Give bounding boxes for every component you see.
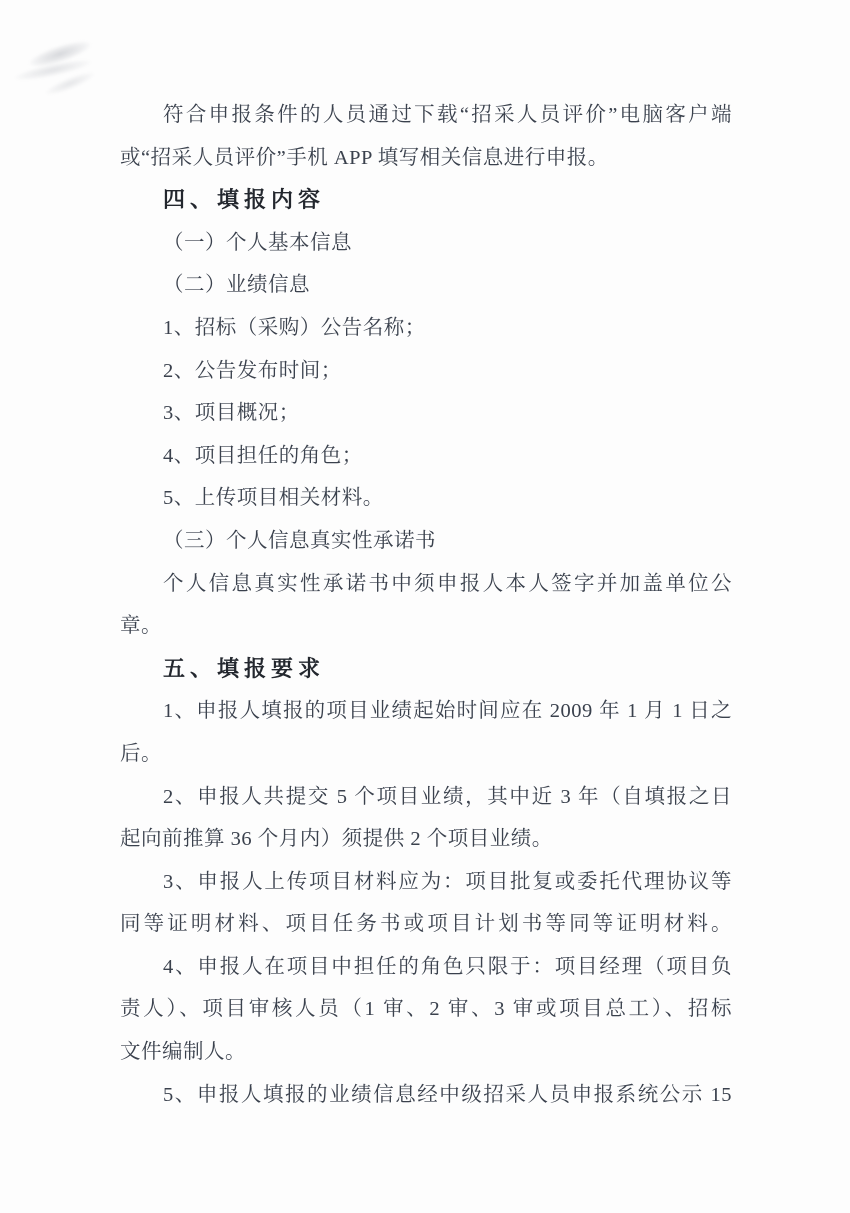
doc-line: （一）个人基本信息: [163, 231, 352, 254]
doc-line: 1、招标（采购）公告名称；: [163, 316, 426, 339]
doc-line: （三）个人信息真实性承诺书: [163, 529, 436, 552]
doc-line: 章。: [120, 615, 162, 638]
doc-line: 3、申报人上传项目材料应为：项目批复或委托代理协议等: [163, 870, 732, 893]
doc-line: 4、申报人在项目中担任的角色只限于：项目经理（项目负: [163, 955, 732, 978]
doc-line: 5、申报人填报的业绩信息经中级招采人员申报系统公示 15: [163, 1083, 732, 1106]
doc-line: 3、项目概况；: [163, 402, 300, 425]
scan-smudge-artifact: [10, 38, 120, 100]
doc-line: 后。: [120, 742, 162, 765]
section-heading-5: 五、填报要求: [163, 655, 326, 681]
doc-line: 符合申报条件的人员通过下载“招采人员评价”电脑客户端: [163, 104, 732, 126]
doc-line: 2、申报人共提交 5 个项目业绩，其中近 3 年（自填报之日: [163, 785, 732, 808]
doc-line: 同等证明材料、项目任务书或项目计划书等同等证明材料。: [120, 913, 732, 936]
doc-line: 起向前推算 36 个月内）须提供 2 个项目业绩。: [120, 828, 553, 851]
smudge-streak: [14, 56, 93, 84]
doc-line: 4、项目担任的角色；: [163, 444, 363, 467]
doc-line: 责人）、项目审核人员（1 审、2 审、3 审或项目总工）、招标: [120, 998, 732, 1021]
doc-line: 5、上传项目相关材料。: [163, 487, 384, 510]
doc-line: （二）业绩信息: [163, 274, 310, 297]
doc-line: 2、公告发布时间；: [163, 359, 342, 382]
doc-line: 或“招采人员评价”手机 APP 填写相关信息进行申报。: [120, 146, 609, 169]
doc-line: 1、申报人填报的项目业绩起始时间应在 2009 年 1 月 1 日之: [163, 700, 732, 723]
smudge-streak: [44, 69, 96, 99]
section-heading-4: 四、填报内容: [163, 187, 326, 213]
document-body: [120, 94, 732, 1116]
smudge-streak: [27, 37, 93, 72]
doc-line: 个人信息真实性承诺书中须申报人本人签字并加盖单位公: [163, 572, 732, 595]
doc-line: 文件编制人。: [120, 1041, 246, 1064]
